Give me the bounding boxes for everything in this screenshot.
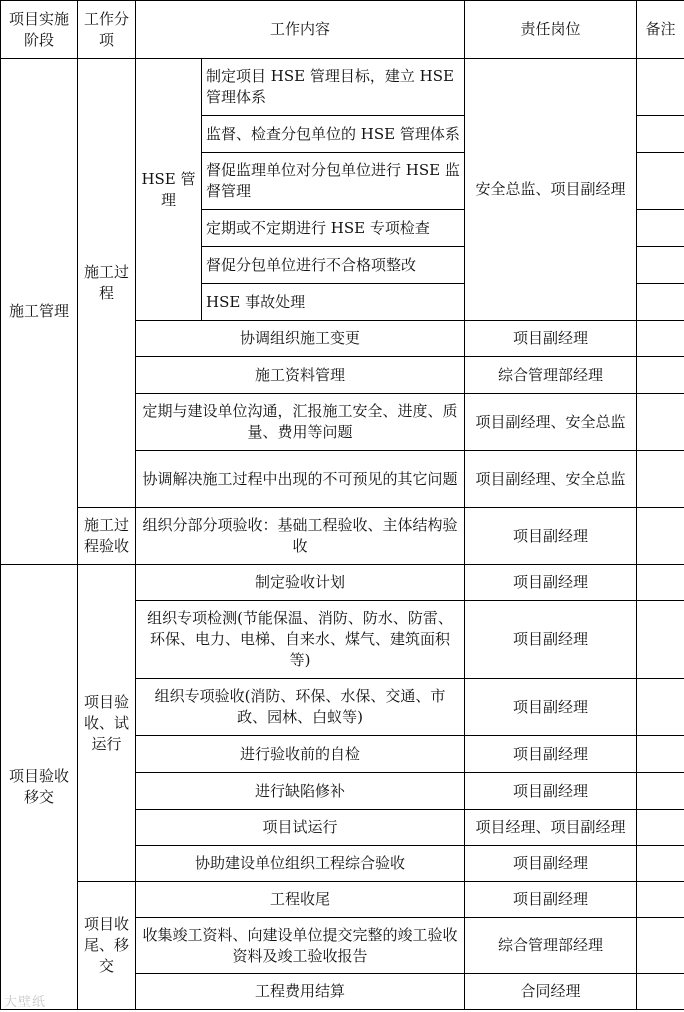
header-responsible: 责任岗位: [465, 1, 637, 59]
header-category: 工作分项: [78, 1, 136, 59]
header-stage: 项目实施阶段: [1, 1, 78, 59]
content-cell: 定期与建设单位沟通，汇报施工安全、进度、质量、费用等问题: [136, 394, 465, 451]
remark-cell: [637, 918, 684, 974]
remark-cell: [637, 59, 684, 116]
remark-cell: [637, 601, 684, 679]
responsible-cell: 综合管理部经理: [465, 357, 637, 394]
hse-label: HSE 管理: [136, 59, 202, 321]
table-row: [1, 882, 684, 918]
responsible-cell: 综合管理部经理: [465, 918, 637, 974]
stage-cell: 施工管理: [1, 59, 78, 565]
content-cell: 组织分部分项验收：基础工程验收、主体结构验收: [136, 508, 465, 565]
remark-cell: [637, 846, 684, 882]
remark-cell: [637, 565, 684, 601]
content-cell: 施工资料管理: [136, 357, 465, 394]
content-cell: 监督、检查分包单位的 HSE 管理体系: [202, 116, 465, 153]
remark-cell: [637, 394, 684, 451]
responsible-cell: 项目副经理: [465, 846, 637, 882]
table-row: [1, 508, 684, 565]
remark-cell: [637, 357, 684, 394]
content-cell: 进行验收前的自检: [136, 736, 465, 773]
content-cell: 协调解决施工过程中出现的不可预见的其它问题: [136, 451, 465, 508]
remark-cell: [637, 451, 684, 508]
content-cell: 协助建设单位组织工程综合验收: [136, 846, 465, 882]
remark-cell: [637, 210, 684, 247]
remark-cell: [637, 284, 684, 321]
remark-cell: [637, 247, 684, 284]
responsible-cell: 项目副经理: [465, 773, 637, 810]
content-cell: 协调组织施工变更: [136, 321, 465, 357]
content-cell: 定期或不定期进行 HSE 专项检查: [202, 210, 465, 247]
remark-cell: [637, 974, 684, 1010]
responsible-cell: 项目副经理: [465, 508, 637, 565]
category-cell: 施工过程: [78, 59, 136, 508]
content-cell: 组织专项检测(节能保温、消防、防水、防雷、环保、电力、电梯、自来水、煤气、建筑面积等): [136, 601, 465, 679]
content-cell: 督促分包单位进行不合格项整改: [202, 247, 465, 284]
table-header: [1, 1, 684, 59]
content-cell: 工程收尾: [136, 882, 465, 918]
remark-cell: [637, 116, 684, 153]
remark-cell: [637, 810, 684, 846]
responsible-cell: 项目副经理: [465, 565, 637, 601]
responsible-cell: 项目副经理: [465, 679, 637, 736]
responsible-cell: 项目副经理: [465, 882, 637, 918]
content-cell: 制定验收计划: [136, 565, 465, 601]
content-cell: HSE 事故处理: [202, 284, 465, 321]
responsible-cell: 项目经理、项目副经理: [465, 810, 637, 846]
content-cell: 工程费用结算: [136, 974, 465, 1010]
remark-cell: [637, 508, 684, 565]
content-cell: 组织专项验收(消防、环保、水保、交通、市政、园林、白蚁等): [136, 679, 465, 736]
category-cell: 项目收尾、移交: [78, 882, 136, 1010]
responsible-cell: 项目副经理: [465, 736, 637, 773]
responsible-cell: 项目副经理、安全总监: [465, 451, 637, 508]
content-cell: 进行缺陷修补: [136, 773, 465, 810]
remark-cell: [637, 882, 684, 918]
content-cell: 项目试运行: [136, 810, 465, 846]
header-remark: 备注: [637, 1, 684, 59]
remark-cell: [637, 773, 684, 810]
remark-cell: [637, 679, 684, 736]
watermark: 大壁纸: [4, 995, 47, 1010]
content-cell: 制定项目 HSE 管理目标，建立 HSE 管理体系: [202, 59, 465, 116]
table-row: [1, 59, 684, 116]
content-cell: 督促监理单位对分包单位进行 HSE 监督管理: [202, 153, 465, 210]
category-cell: 项目验收、试运行: [78, 565, 136, 882]
header-content: 工作内容: [136, 1, 465, 59]
table-row: [1, 565, 684, 601]
remark-cell: [637, 153, 684, 210]
responsible-cell: 安全总监、项目副经理: [465, 59, 637, 321]
remark-cell: [637, 736, 684, 773]
responsible-cell: 项目副经理: [465, 321, 637, 357]
responsible-cell: 合同经理: [465, 974, 637, 1010]
responsible-cell: 项目副经理、安全总监: [465, 394, 637, 451]
responsible-cell: 项目副经理: [465, 601, 637, 679]
stage-cell: 项目验收移交: [1, 565, 78, 1010]
remark-cell: [637, 321, 684, 357]
category-cell: 施工过程验收: [78, 508, 136, 565]
content-cell: 收集竣工资料、向建设单位提交完整的竣工验收资料及竣工验收报告: [136, 918, 465, 974]
